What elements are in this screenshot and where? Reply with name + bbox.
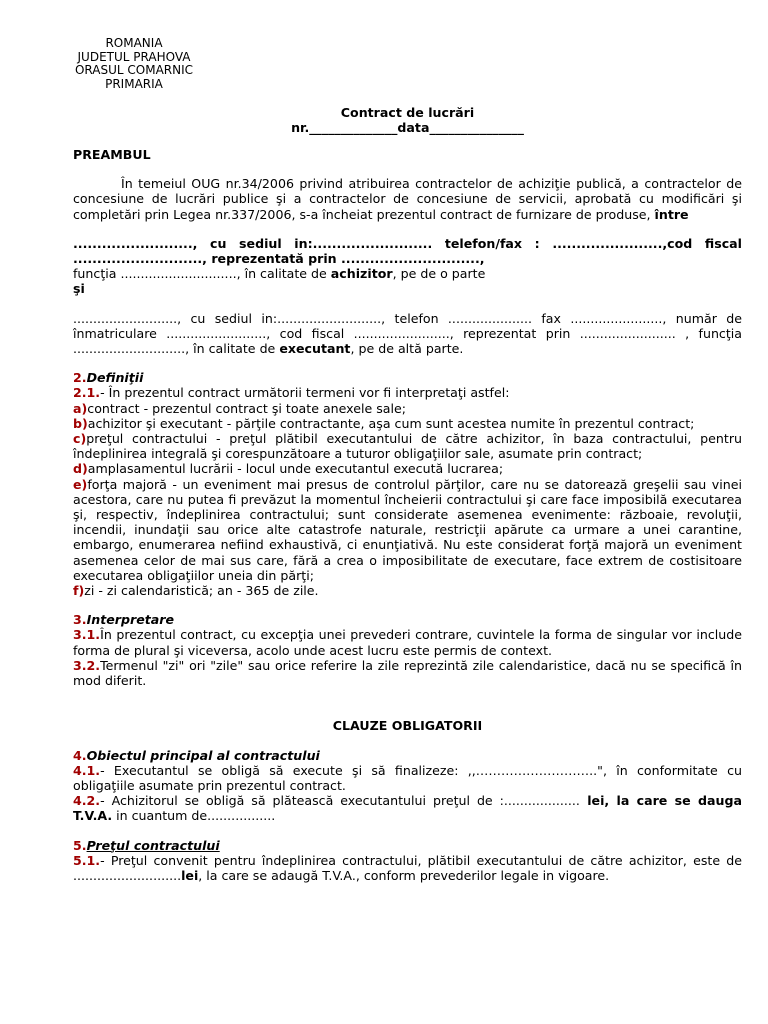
pretul-item-1-number: 5.1.: [73, 852, 101, 868]
interpretare-title: Interpretare: [86, 612, 175, 628]
interpretare-heading: [73, 612, 742, 627]
header-line-county: JUDETUL PRAHOVA: [77, 49, 191, 64]
party1-function: funcţia ............................., în calitate de: [73, 266, 331, 282]
interpretare-item-number: 3.2.: [73, 657, 101, 673]
document-title: Contract de lucrări: [340, 105, 475, 120]
pretul-number: 5.: [73, 837, 87, 853]
definitie-letter: d): [73, 461, 88, 477]
obiectul-item-2: [73, 793, 742, 823]
pretul-item-1: [73, 853, 742, 883]
definitii-heading: [73, 370, 742, 385]
definitie-letter: e): [73, 476, 88, 492]
preambul-body: În temeiul OUG nr.34/2006 privind atribuirea contractelor de achiziţie publică, a contractelor de concesiune de lucrări publice şi a contractelor de concesiune de servicii, aprobată cu modificări şi completări prin Legea nr.337/2006, s-a încheiat prezentul contract de furnizare de produse,: [73, 176, 742, 222]
party2-role: executant: [279, 341, 351, 357]
contract-page: [73, 37, 742, 883]
clauze-heading: CLAUZE OBLIGATORII: [332, 718, 483, 734]
definitie-text: contract - prezentul contract şi toate anexele sale;: [87, 400, 407, 416]
obiectul-item-2-pre: - Achizitorul se obligă să plătească executantului preţul de :...................: [100, 793, 580, 809]
institution-header: [69, 37, 199, 91]
definitie-letter: b): [73, 415, 88, 431]
party2-role-post: , pe de altă parte.: [350, 341, 464, 357]
party1-details: [73, 236, 742, 266]
header-line-town: ORASUL COMARNIC: [74, 63, 194, 77]
interpretare-item-text: În prezentul contract, cu excepţia unei prevederi contrare, cuvintele la forma de singular vor include forma de plural şi viceversa, acolo unde acest lucru este permis de context.: [73, 627, 742, 658]
preambul-heading: PREAMBUL: [73, 147, 151, 162]
interpretare-number: 3.: [73, 612, 87, 628]
definitii-title: Definiţii: [86, 370, 144, 386]
document-number-line: nr.______________data_______________: [291, 120, 524, 135]
obiectul-item-2-post: in cuantum de.................: [112, 808, 276, 824]
obiectul-item-1-number: 4.1.: [73, 762, 101, 778]
definitie-text: achizitor şi executant - părţile contractante, aşa cum sunt acestea numite în prezentul contract;: [87, 415, 695, 431]
obiectul-item-2-bold: lei, la care se dauga T.V.A.: [73, 793, 742, 824]
preambul-intre: între: [654, 206, 689, 222]
party1-role-line: [73, 266, 742, 281]
definitie-item: [73, 431, 742, 461]
definitii-intro: [73, 385, 742, 400]
pretul-heading: [73, 838, 742, 853]
definitii-intro-text: - În prezentul contract următorii termeni vor fi interpretaţi astfel:: [100, 385, 510, 401]
header-line-office: PRIMARIA: [105, 76, 163, 91]
definitii-number: 2.: [73, 370, 87, 386]
obiectul-title: Obiectul principal al contractului: [86, 747, 320, 763]
definitie-item: [73, 461, 742, 476]
party2-details: [73, 311, 742, 357]
header-line-country: ROMANIA: [105, 36, 163, 50]
interpretare-item-text: Termenul "zi" ori "zile" sau orice referire la zile reprezintă zile calendaristice, dacă nu se specifică în mod diferit.: [73, 657, 742, 689]
interpretare-item: [73, 658, 742, 688]
pretul-item-1-pre: - Preţul convenit pentru îndeplinirea contractului, plătibil executantului de către achizitor, este de ...........................: [73, 852, 742, 883]
party1-role: achizitor: [330, 266, 393, 282]
pretul-item-1-bold: lei: [181, 867, 199, 883]
definitie-item: [73, 477, 742, 583]
party1-line-a: ........................., cu sediul in:......................... telefon/fax : .......................,cod fiscal ..........................., reprezentată prin .............................,: [73, 235, 742, 267]
interpretare-item: [73, 627, 742, 657]
definitie-text: amplasamentul lucrării - locul unde executantul execută lucrarea;: [87, 461, 504, 477]
obiectul-item-1: [73, 763, 742, 793]
definitie-item: [73, 416, 742, 431]
pretul-title: Preţul contractului: [86, 837, 220, 853]
obiectul-item-1-text: - Executantul se obligă să execute şi să finalizeze: ,,………………………..", în conformitate cu obligaţiile asumate prin prezentul contract.: [73, 762, 742, 793]
definitie-item: [73, 401, 742, 416]
definitie-letter: c): [73, 431, 87, 447]
definitie-text: forţa majoră - un eveniment mai presus de controlul părţilor, care nu se datorează greşelii sau vinei acestora, care nu putea fi prevăzut la momentul încheierii contractului şi care face imposibilă executarea şi, respectiv, îndeplinirea contractului; sunt considerate asemenea evenimente: războaie, revoluţii, incendii, inundaţii sau orice alte catastrofe naturale, restricţii apărute ca urmare a unei carantine, embargo, enumerarea nefiind exhaustivă, ci enunţiativă. Nu este considerat forţă majoră un eveniment asemenea celor de mai sus care, fără a crea o imposibilitate de executare, face extrem de costisitoare executarea obligaţiilor uneia din părţi;: [73, 476, 742, 583]
definitii-intro-number: 2.1.: [73, 385, 101, 401]
obiectul-number: 4.: [73, 747, 87, 763]
definitie-text: preţul contractului - preţul plătibil executantului de către achizitor, în baza contractului, pentru îndeplinirea integrală şi corespunzătoare a tuturor obligaţiilor sale, asumate prin contract;: [73, 431, 742, 462]
definitie-letter: a): [73, 400, 88, 416]
party-connector: şi: [73, 281, 85, 297]
obiectul-heading: [73, 748, 742, 763]
party2-line-a: .........................., cu sediul in:.........................., telefon ..................... fax ......................., număr de înmatriculare ........................., cod fiscal ........................, reprezentat prin ........................ , funcţia ............................, în calitate de: [73, 310, 742, 357]
interpretare-list: [73, 627, 742, 688]
definitie-text: zi - zi calendaristică; an - 365 de zile.: [84, 583, 319, 599]
obiectul-item-2-number: 4.2.: [73, 793, 101, 809]
preambul-text: [73, 176, 742, 222]
definitie-item: [73, 583, 742, 598]
definitii-list: [73, 401, 742, 599]
interpretare-item-number: 3.1.: [73, 627, 101, 643]
definitie-letter: f): [73, 583, 85, 599]
pretul-item-1-post: , la care se adaugă T.V.A., conform prevederilor legale in vigoare.: [198, 867, 610, 883]
party1-role-post: , pe de o parte: [392, 266, 486, 282]
